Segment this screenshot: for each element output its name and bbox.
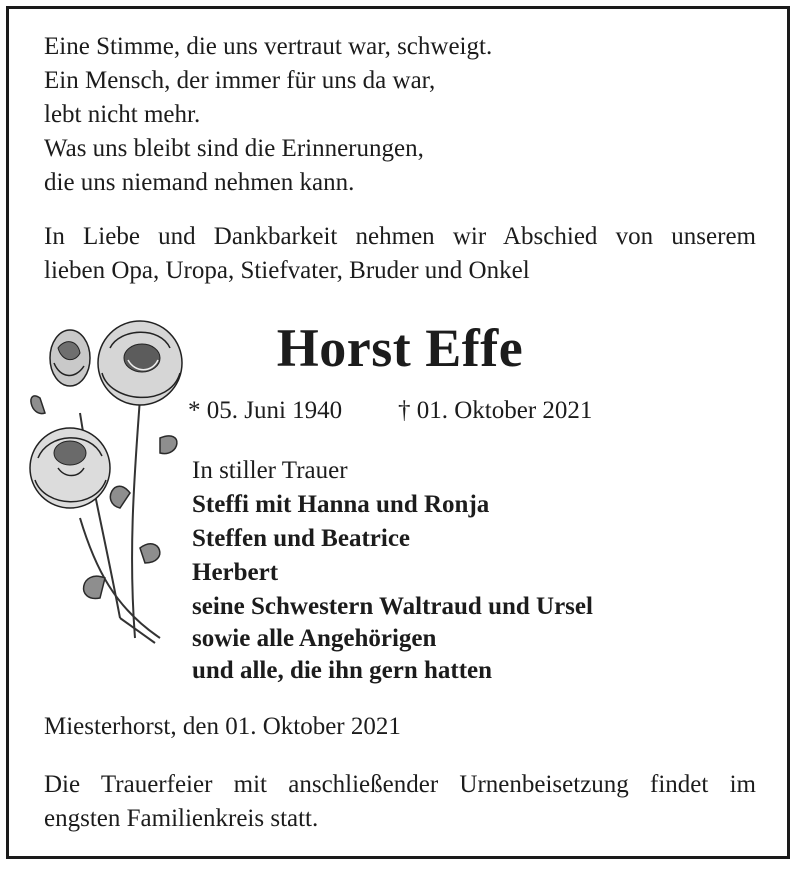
mourners-heading: In stiller Trauer [192, 457, 348, 484]
poem-line-2: Ein Mensch, der immer für uns da war, [44, 67, 436, 94]
poem-line-4: Was uns bleibt sind die Erinnerungen, [44, 135, 424, 162]
birth-date: * 05. Juni 1940 [188, 397, 343, 424]
intro-line-1: In Liebe und Dankbarkeit nehmen wir Abschied von unserem [44, 223, 756, 250]
intro-line-2: lieben Opa, Uropa, Stiefvater, Bruder und Onkel [44, 257, 530, 284]
place-date: Miesterhorst, den 01. Oktober 2021 [44, 713, 401, 740]
mourner-line-2: Steffen und Beatrice [192, 525, 411, 552]
death-date: † 01. Oktober 2021 [398, 397, 593, 424]
funeral-note-line-1: Die Trauerfeier mit anschließender Urnenbeisetzung findet im [44, 771, 756, 798]
mourner-line-6: und alle, die ihn gern hatten [192, 657, 493, 684]
rose-bud [50, 330, 90, 386]
poem-line-1: Eine Stimme, die uns vertraut war, schweigt. [44, 33, 493, 60]
poem-line-5: die uns niemand nehmen kann. [44, 169, 355, 196]
deceased-name: Horst Effe [276, 318, 524, 378]
mourner-line-4: seine Schwestern Waltraud und Ursel [192, 593, 593, 620]
funeral-note-line-2: engsten Familienkreis statt. [44, 805, 319, 832]
mourner-line-3: Herbert [192, 559, 279, 586]
mourner-line-5: sowie alle Angehörigen [192, 625, 437, 652]
mourner-line-1: Steffi mit Hanna und Ronja [192, 491, 490, 518]
poem-line-3: lebt nicht mehr. [44, 101, 201, 128]
rose-large [98, 321, 182, 405]
rose-lower [30, 428, 110, 508]
roses-illustration [20, 318, 200, 658]
